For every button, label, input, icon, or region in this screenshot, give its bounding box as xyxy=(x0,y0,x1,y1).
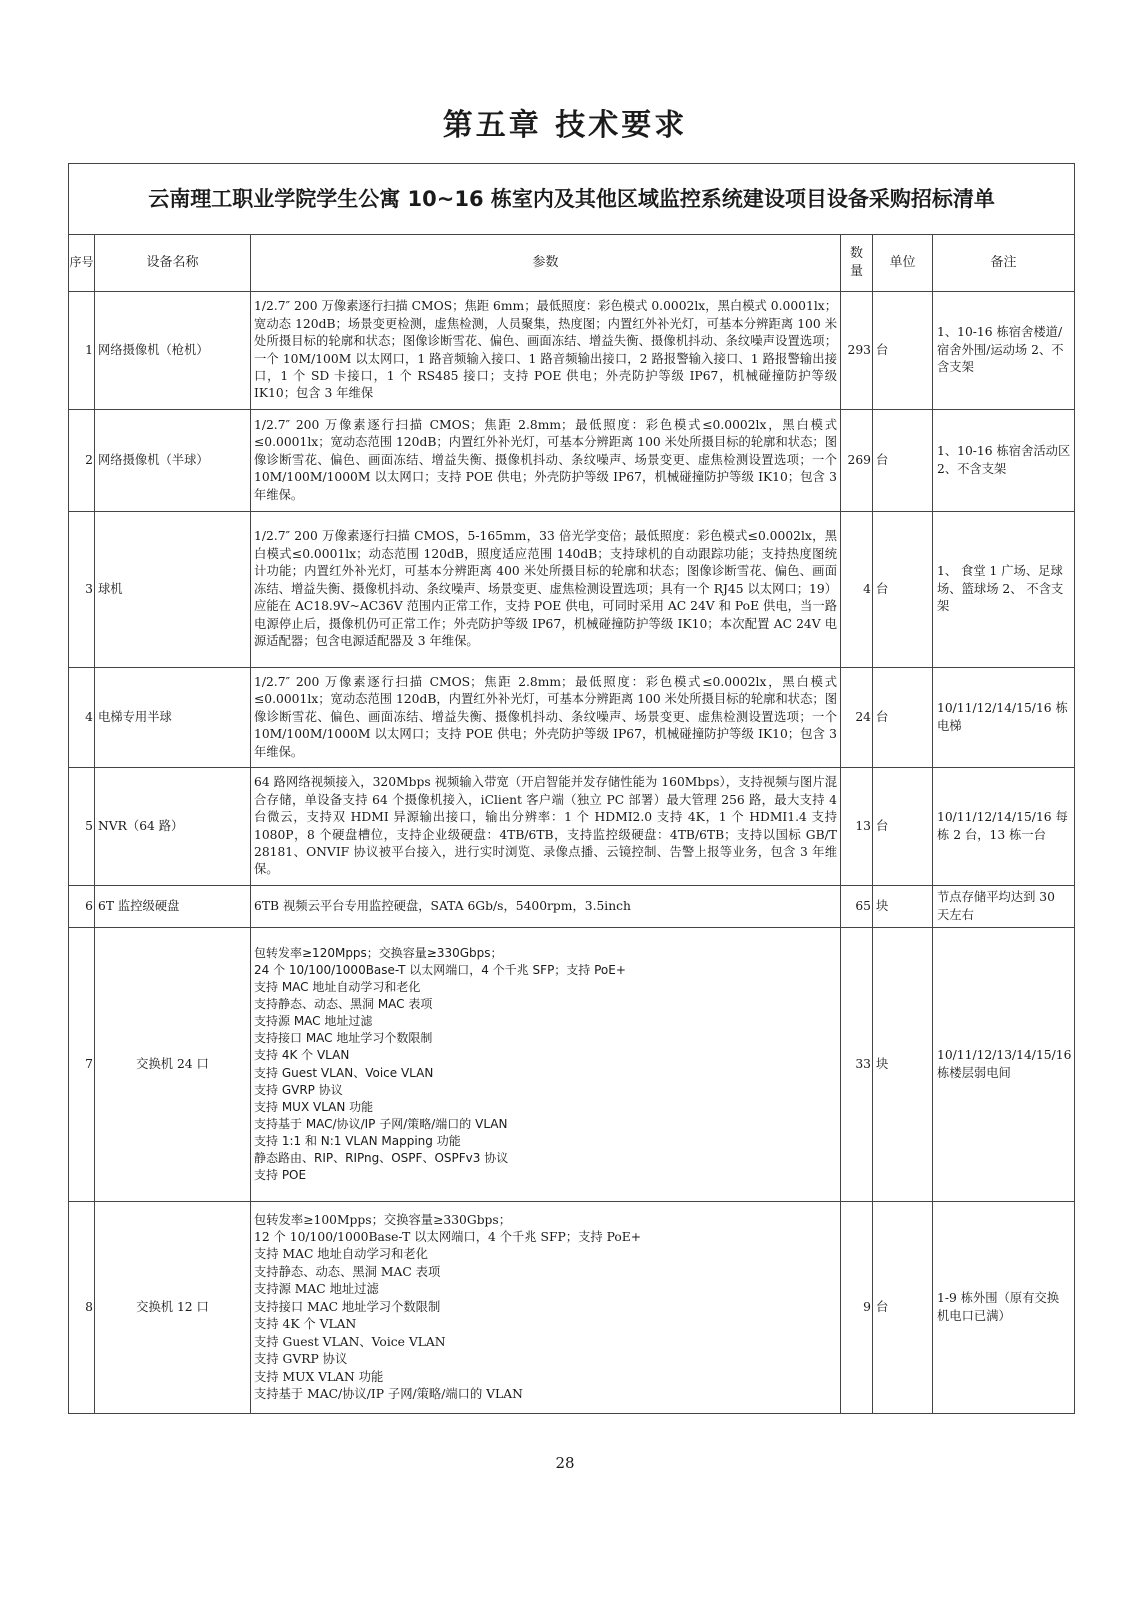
row-seq: 7 xyxy=(69,928,95,1202)
row-seq: 4 xyxy=(69,668,95,768)
row-seq: 8 xyxy=(69,1202,95,1414)
row-qty: 13 xyxy=(841,768,873,886)
row-qty: 269 xyxy=(841,410,873,512)
row-remark: 1、 食堂 1 广场、足球场、篮球场 2、 不含支架 xyxy=(933,512,1075,668)
row-unit: 台 xyxy=(873,1202,933,1414)
row-remark: 1、10-16 栋宿舍楼道/宿舍外围/运动场 2、不含支架 xyxy=(933,292,1075,410)
param-line: 支持 Guest VLAN、Voice VLAN xyxy=(254,1065,434,1080)
row-remark: 10/11/12/14/15/16 栋电梯 xyxy=(933,668,1075,768)
param-line: 支持 MAC 地址自动学习和老化 xyxy=(254,980,421,995)
row-params: 1/2.7″ 200 万像素逐行扫描 CMOS；焦距 2.8mm；最低照度：彩色模式≤0.0002lx，黑白模式≤0.0001lx；宽动态范围 120dB；内置红外补光灯，可基本分辨距离 100 米处所摄目标的轮廓和状态；图像诊断雪花、偏色、画面冻结、增益失衡、摄像机抖动、条纹噪声、场景变更、虚焦检测设置选项；一个 10M/100M/1000M 以太网口；支持 POE 供电；外壳防护等级 IP67，机械碰撞防护等级 IK10；包含 3 年维保。 xyxy=(251,410,841,512)
param-line: 支持 GVRP 协议 xyxy=(254,1082,343,1097)
row-seq: 5 xyxy=(69,768,95,886)
param-line: 12 个 10/100/1000Base-T 以太网端口，4 个千兆 SFP；支持 PoE+ xyxy=(254,1229,642,1244)
row-unit: 块 xyxy=(873,928,933,1202)
row-unit: 台 xyxy=(873,768,933,886)
table-row xyxy=(69,410,1075,512)
row-remark: 1、10-16 栋宿舍活动区 2、不含支架 xyxy=(933,410,1075,512)
table-row xyxy=(69,768,1075,886)
row-qty: 9 xyxy=(841,1202,873,1414)
row-device-name: 网络摄像机（半球） xyxy=(95,410,251,512)
row-qty: 33 xyxy=(841,928,873,1202)
row-qty: 24 xyxy=(841,668,873,768)
param-line: 支持静态、动态、黑洞 MAC 表项 xyxy=(254,997,433,1012)
row-unit: 台 xyxy=(873,292,933,410)
row-qty: 293 xyxy=(841,292,873,410)
row-unit: 块 xyxy=(873,886,933,928)
row-remark: 1-9 栋外围（原有交换机电口已满） xyxy=(933,1202,1075,1414)
row-seq: 3 xyxy=(69,512,95,668)
param-line: 支持基于 MAC/协议/IP 子网/策略/端口的 VLAN xyxy=(254,1387,523,1402)
param-line: 支持 GVRP 协议 xyxy=(254,1352,348,1367)
header-seq: 序号 xyxy=(69,235,95,292)
row-seq: 2 xyxy=(69,410,95,512)
param-line: 支持 MUX VLAN 功能 xyxy=(254,1369,384,1384)
table-caption: 云南理工职业学院学生公寓 10~16 栋室内及其他区域监控系统建设项目设备采购招标清单 xyxy=(69,164,1075,235)
row-params: 6TB 视频云平台专用监控硬盘，SATA 6Gb/s，5400rpm，3.5inch xyxy=(251,886,841,928)
row-unit: 台 xyxy=(873,668,933,768)
chapter-title: 第五章 技术要求 xyxy=(442,108,688,143)
param-line: 支持 POE xyxy=(254,1167,307,1182)
table-caption-row xyxy=(69,164,1075,235)
table-row xyxy=(69,512,1075,668)
header-params: 参数 xyxy=(251,235,841,292)
row-device-name: 网络摄像机（枪机） xyxy=(95,292,251,410)
table-header-row xyxy=(69,235,1075,292)
row-unit: 台 xyxy=(873,512,933,668)
row-device-name: 电梯专用半球 xyxy=(95,668,251,768)
param-line: 24 个 10/100/1000Base-T 以太网端口，4 个千兆 SFP；支持 PoE+ xyxy=(254,963,626,978)
param-line: 支持接口 MAC 地址学习个数限制 xyxy=(254,1031,433,1046)
row-remark: 10/11/12/14/15/16 每栋 2 台，13 栋一台 xyxy=(933,768,1075,886)
row-seq: 1 xyxy=(69,292,95,410)
param-line: 支持基于 MAC/协议/IP 子网/策略/端口的 VLAN xyxy=(254,1116,508,1131)
param-line: 支持接口 MAC 地址学习个数限制 xyxy=(254,1299,441,1314)
table-row xyxy=(69,886,1075,928)
row-params: 1/2.7″ 200 万像素逐行扫描 CMOS；焦距 2.8mm；最低照度：彩色模式≤0.0002lx，黑白模式≤0.0001lx；宽动态范围 120dB，内置红外补光灯，可基本分辨距离 100 米处所摄目标的轮廓和状态；图像诊断雪花、偏色、画面冻结、增益失衡、摄像机抖动、条纹噪声、场景变更、虚焦检测设置选项；一个 10M/100M/1000M 以太网口；支持 POE 供电；外壳防护等级 IP67，机械碰撞防护等级 IK10；包含 3 年维保。 xyxy=(251,668,841,768)
row-device-name: 交换机 12 口 xyxy=(95,1202,251,1414)
row-seq: 6 xyxy=(69,886,95,928)
row-device-name: 球机 xyxy=(95,512,251,668)
row-remark: 10/11/12/13/14/15/16 栋楼层弱电间 xyxy=(933,928,1075,1202)
table-row xyxy=(69,1202,1075,1414)
row-params xyxy=(251,1202,841,1414)
header-name: 设备名称 xyxy=(95,235,251,292)
param-line: 支持 4K 个 VLAN xyxy=(254,1048,350,1063)
param-line: 支持 Guest VLAN、Voice VLAN xyxy=(254,1334,446,1349)
header-qty: 数量 xyxy=(841,235,873,292)
row-device-name: 交换机 24 口 xyxy=(95,928,251,1202)
header-unit: 单位 xyxy=(873,235,933,292)
procurement-table xyxy=(68,163,1075,1414)
row-qty: 4 xyxy=(841,512,873,668)
param-line: 支持源 MAC 地址过滤 xyxy=(254,1282,379,1297)
row-params: 64 路网络视频接入，320Mbps 视频输入带宽（开启智能并发存储性能为 160Mbps），支持视频与图片混合存储，单设备支持 64 个摄像机接入，iClient 客户端（独立 PC 部署）最大管理 256 路，最大支持 4 台微云，支持双 HDMI 异源输出接口，输出分辨率：1 个 HDMI2.0 支持 4K，1 个 HDMI1.4 支持 1080P，8 个硬盘槽位，支持企业级硬盘：4TB/6TB，支持监控级硬盘：4TB/6TB；支持以国标 GB/T 28181、ONVIF 协议被平台接入，进行实时浏览、录像点播、云镜控制、告警上报等业务，包含 3 年维保。 xyxy=(251,768,841,886)
param-line: 包转发率≥120Mpps；交换容量≥330Gbps； xyxy=(254,946,503,961)
param-line: 静态路由、RIP、RIPng、OSPF、OSPFv3 协议 xyxy=(254,1150,509,1165)
row-qty: 65 xyxy=(841,886,873,928)
table-row xyxy=(69,668,1075,768)
param-line: 包转发率≥100Mpps；交换容量≥330Gbps； xyxy=(254,1212,512,1227)
header-remark: 备注 xyxy=(933,235,1075,292)
table-row xyxy=(69,292,1075,410)
row-remark: 节点存储平均达到 30 天左右 xyxy=(933,886,1075,928)
param-line: 支持静态、动态、黑洞 MAC 表项 xyxy=(254,1264,441,1279)
row-params: 1/2.7″ 200 万像素逐行扫描 CMOS，5-165mm，33 倍光学变倍；最低照度：彩色模式≤0.0002lx，黑白模式≤0.0001lx；动态范围 120dB，照度适应范围 140dB；支持球机的自动跟踪功能；支持热度图统计功能；内置红外补光灯，可基本分辨距离 400 米处所摄目标的轮廓和状态；图像诊断雪花、偏色、画面冻结、增益失衡、摄像机抖动、条纹噪声、场景变更、虚焦检测设置选项；具有一个 RJ45 以太网口；19）应能在 AC18.9V~AC36V 范围内正常工作，支持 POE 供电，可同时采用 AC 24V 和 PoE 供电，当一路电源停止后，摄像机仍可正常工作；外壳防护等级 IP67，机械碰撞防护等级 IK10；本次配置 AC 24V 电源适配器；包含电源适配器及 3 年维保。 xyxy=(251,512,841,668)
param-line: 支持 MAC 地址自动学习和老化 xyxy=(254,1247,428,1262)
table-row xyxy=(69,928,1075,1202)
param-line: 支持 1:1 和 N:1 VLAN Mapping 功能 xyxy=(254,1133,461,1148)
row-params xyxy=(251,928,841,1202)
row-unit: 台 xyxy=(873,410,933,512)
param-line: 支持 MUX VLAN 功能 xyxy=(254,1099,374,1114)
param-line: 支持 4K 个 VLAN xyxy=(254,1317,357,1332)
row-device-name: 6T 监控级硬盘 xyxy=(95,886,251,928)
row-device-name: NVR（64 路） xyxy=(95,768,251,886)
page-number: 28 xyxy=(555,1454,575,1472)
row-params: 1/2.7″ 200 万像素逐行扫描 CMOS；焦距 6mm；最低照度：彩色模式 0.0002lx，黑白模式 0.0001lx；宽动态 120dB；场景变更检测，虚焦检测，人员聚集，热度图；内置红外补光灯，可基本分辨距离 100 米处所摄目标的轮廓和状态；图像诊断雪花、偏色、画面冻结、增益失衡、摄像机抖动、条纹噪声设置选项；一个 10M/100M 以太网口，1 路音频输入接口、1 路音频输出接口，2 路报警输入接口、1 路报警输出接口，1 个 SD 卡接口，1 个 RS485 接口；支持 POE 供电；外壳防护等级 IP67，机械碰撞防护等级 IK10；包含 3 年维保 xyxy=(251,292,841,410)
param-line: 支持源 MAC 地址过滤 xyxy=(254,1014,373,1029)
